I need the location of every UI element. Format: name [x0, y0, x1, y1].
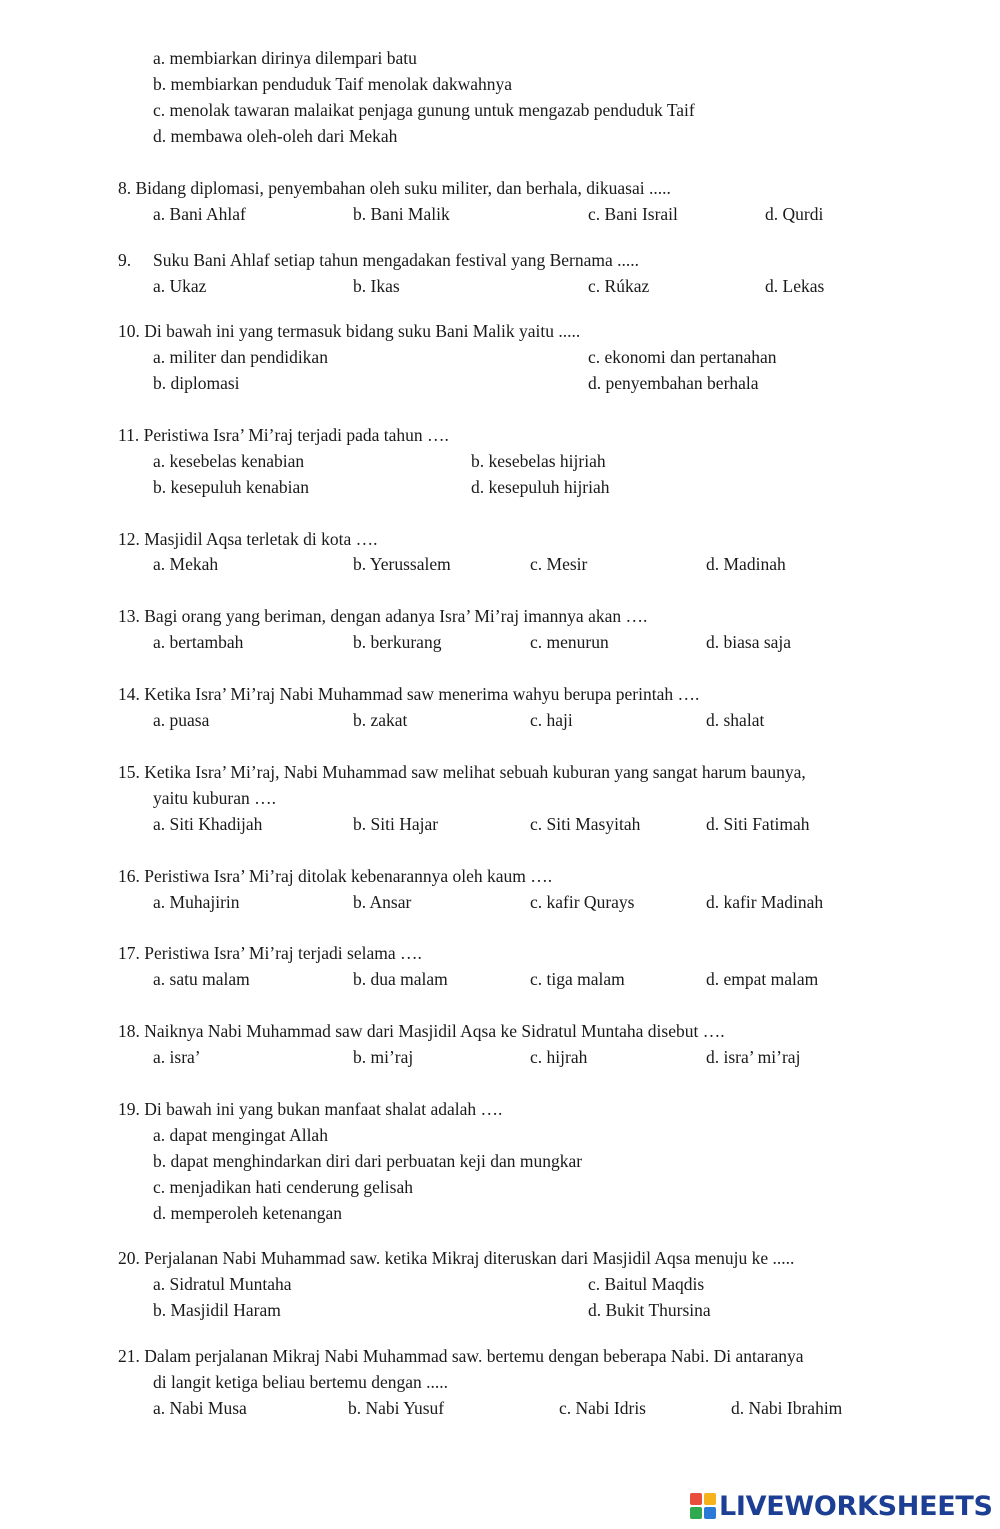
q10-option-c[interactable]: c. ekonomi dan pertanahan — [588, 347, 777, 367]
q14-option-d[interactable]: d. shalat — [706, 710, 765, 730]
q7-option-b[interactable]: b. membiarkan penduduk Taif menolak dakwahnya — [153, 74, 513, 94]
q10-option-a[interactable]: a. militer dan pendidikan — [153, 347, 328, 367]
q12-text: 12. Masjidil Aqsa terletak di kota …. — [118, 529, 378, 549]
q12-option-d[interactable]: d. Madinah — [706, 554, 786, 574]
q13-option-b[interactable]: b. berkurang — [353, 632, 442, 652]
q12-option-c[interactable]: c. Mesir — [530, 554, 588, 574]
q18-option-d[interactable]: d. isra’ mi’raj — [706, 1047, 801, 1067]
q13-option-d[interactable]: d. biasa saja — [706, 632, 792, 652]
q15-option-b[interactable]: b. Siti Hajar — [353, 814, 439, 834]
q16-option-d[interactable]: d. kafir Madinah — [706, 892, 824, 912]
q10-text: 10. Di bawah ini yang termasuk bidang suku Bani Malik yaitu ..... — [118, 321, 581, 341]
q14-option-a[interactable]: a. puasa — [153, 710, 210, 730]
q15-option-a[interactable]: a. Siti Khadijah — [153, 814, 263, 834]
q14-option-c[interactable]: c. haji — [530, 710, 573, 730]
q11-text: 11. Peristiwa Isra’ Mi’raj terjadi pada tahun …. — [118, 425, 449, 445]
q8-option-a[interactable]: a. Bani Ahlaf — [153, 204, 246, 224]
q19-option-a[interactable]: a. dapat mengingat Allah — [153, 1125, 328, 1145]
q9-number: 9. — [118, 250, 132, 270]
q10-option-b[interactable]: b. diplomasi — [153, 373, 240, 393]
q14-option-b[interactable]: b. zakat — [353, 710, 408, 730]
q7-option-c[interactable]: c. menolak tawaran malaikat penjaga gunung untuk mengazab penduduk Taif — [153, 100, 695, 120]
q19-option-b[interactable]: b. dapat menghindarkan diri dari perbuatan keji dan mungkar — [153, 1151, 583, 1171]
q21-text: 21. Dalam perjalanan Mikraj Nabi Muhammad saw. bertemu dengan beberapa Nabi. Di antaranya — [118, 1346, 804, 1366]
q7-option-d[interactable]: d. membawa oleh-oleh dari Mekah — [153, 126, 398, 146]
q17-option-c[interactable]: c. tiga malam — [530, 969, 625, 989]
q17-option-b[interactable]: b. dua malam — [353, 969, 448, 989]
q16-option-c[interactable]: c. kafir Qurays — [530, 892, 635, 912]
q10-option-d[interactable]: d. penyembahan berhala — [588, 373, 759, 393]
q15-option-c[interactable]: c. Siti Masyitah — [530, 814, 641, 834]
q19-option-c[interactable]: c. menjadikan hati cenderung gelisah — [153, 1177, 413, 1197]
q21-option-c[interactable]: c. Nabi Idris — [559, 1398, 646, 1418]
q13-option-a[interactable]: a. bertambah — [153, 632, 244, 652]
q20-option-a[interactable]: a. Sidratul Muntaha — [153, 1274, 292, 1294]
q21-text-continued: di langit ketiga beliau bertemu dengan ..... — [153, 1372, 448, 1392]
q13-option-c[interactable]: c. menurun — [530, 632, 609, 652]
q11-option-b[interactable]: b. kesebelas hijriah — [471, 451, 606, 471]
liveworksheets-logo — [690, 1489, 993, 1523]
q18-option-b[interactable]: b. mi’raj — [353, 1047, 414, 1067]
q14-text: 14. Ketika Isra’ Mi’raj Nabi Muhammad saw menerima wahyu berupa perintah …. — [118, 684, 700, 704]
q20-text: 20. Perjalanan Nabi Muhammad saw. ketika Mikraj diteruskan dari Masjidil Aqsa menuju ke ..... — [118, 1248, 795, 1268]
q21-option-a[interactable]: a. Nabi Musa — [153, 1398, 247, 1418]
q17-option-a[interactable]: a. satu malam — [153, 969, 250, 989]
q8-option-b[interactable]: b. Bani Malik — [353, 204, 450, 224]
q11-option-c[interactable]: b. kesepuluh kenabian — [153, 477, 309, 497]
q15-text-continued: yaitu kuburan …. — [153, 788, 276, 808]
q11-option-a[interactable]: a. kesebelas kenabian — [153, 451, 305, 471]
liveworksheets-mark-icon — [690, 1493, 716, 1519]
q15-text: 15. Ketika Isra’ Mi’raj, Nabi Muhammad saw melihat sebuah kuburan yang sangat harum baunya, — [118, 762, 806, 782]
q9-option-b[interactable]: b. Ikas — [353, 276, 400, 296]
q9-option-d[interactable]: d. Lekas — [765, 276, 825, 296]
q20-option-d[interactable]: d. Bukit Thursina — [588, 1300, 711, 1320]
q9-text: Suku Bani Ahlaf setiap tahun mengadakan festival yang Bernama ..... — [153, 250, 639, 270]
q7-option-a[interactable]: a. membiarkan dirinya dilempari batu — [153, 48, 417, 68]
q11-option-d[interactable]: d. kesepuluh hijriah — [471, 477, 610, 497]
q17-text: 17. Peristiwa Isra’ Mi’raj terjadi selama …. — [118, 943, 422, 963]
q12-option-b[interactable]: b. Yerussalem — [353, 554, 451, 574]
q16-option-b[interactable]: b. Ansar — [353, 892, 412, 912]
q17-option-d[interactable]: d. empat malam — [706, 969, 819, 989]
q9-option-a[interactable]: a. Ukaz — [153, 276, 207, 296]
q8-option-d[interactable]: d. Qurdi — [765, 204, 824, 224]
q19-text: 19. Di bawah ini yang bukan manfaat shalat adalah …. — [118, 1099, 503, 1119]
q18-option-c[interactable]: c. hijrah — [530, 1047, 588, 1067]
q21-option-b[interactable]: b. Nabi Yusuf — [348, 1398, 445, 1418]
q18-text: 18. Naiknya Nabi Muhammad saw dari Masjidil Aqsa ke Sidratul Muntaha disebut …. — [118, 1021, 725, 1041]
q21-option-d[interactable]: d. Nabi Ibrahim — [731, 1398, 843, 1418]
q8-option-c[interactable]: c. Bani Israil — [588, 204, 678, 224]
liveworksheets-wordmark: LIVEWORKSHEETS — [719, 1490, 993, 1522]
q15-option-d[interactable]: d. Siti Fatimah — [706, 814, 810, 834]
q12-option-a[interactable]: a. Mekah — [153, 554, 219, 574]
q20-option-b[interactable]: b. Masjidil Haram — [153, 1300, 281, 1320]
q16-option-a[interactable]: a. Muhajirin — [153, 892, 240, 912]
q8-text: 8. Bidang diplomasi, penyembahan oleh suku militer, dan berhala, dikuasai ..... — [118, 178, 671, 198]
q19-option-d[interactable]: d. memperoleh ketenangan — [153, 1203, 343, 1223]
q13-text: 13. Bagi orang yang beriman, dengan adanya Isra’ Mi’raj imannya akan …. — [118, 606, 648, 626]
q9-option-c[interactable]: c. Rúkaz — [588, 276, 650, 296]
q18-option-a[interactable]: a. isra’ — [153, 1047, 201, 1067]
q16-text: 16. Peristiwa Isra’ Mi’raj ditolak kebenarannya oleh kaum …. — [118, 866, 553, 886]
q20-option-c[interactable]: c. Baitul Maqdis — [588, 1274, 705, 1294]
